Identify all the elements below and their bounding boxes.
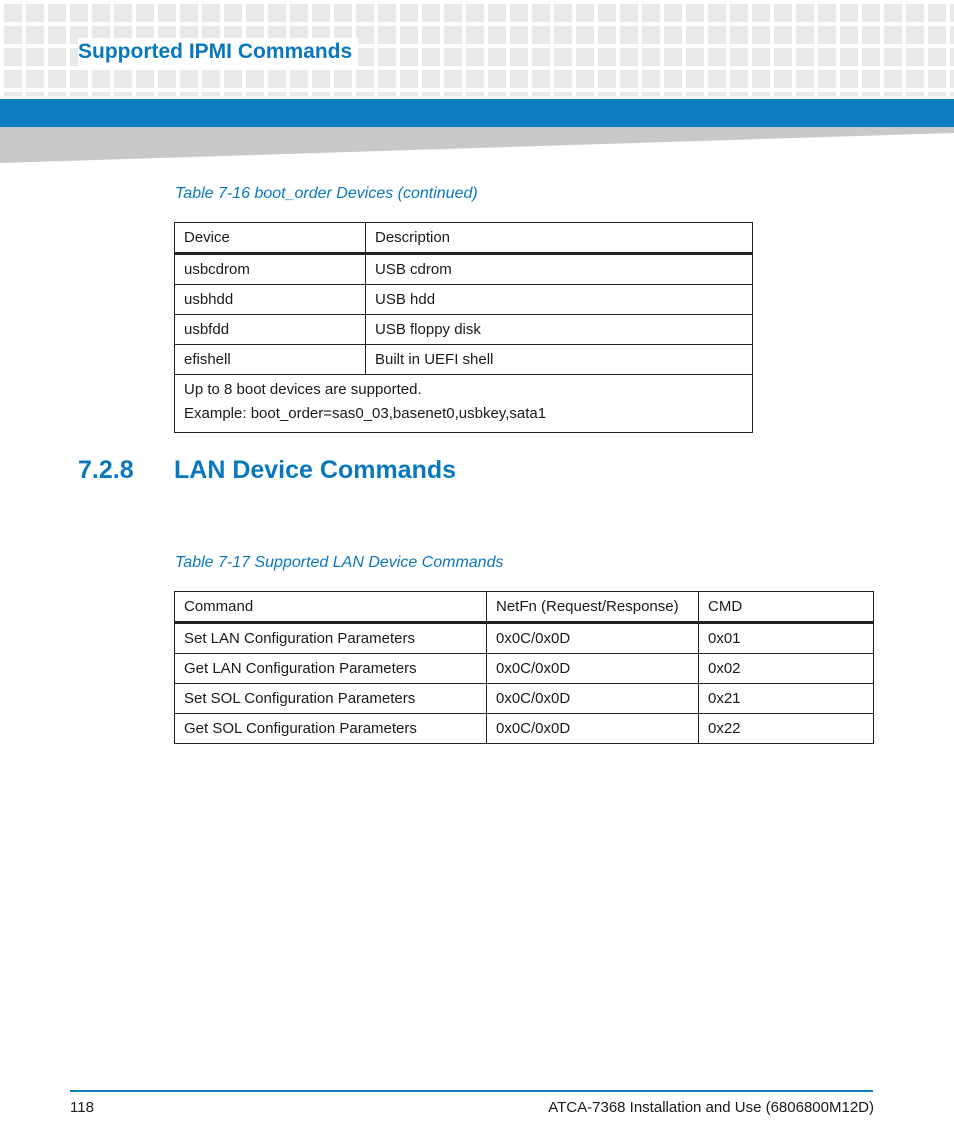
description-cell: USB floppy disk [366,315,753,345]
boot-order-table [174,222,753,433]
table-note-cell [175,375,753,433]
netfn-cell: 0x0C/0x0D [487,654,699,684]
section-number: 7.2.8 [78,456,134,484]
column-header-command: Command [175,592,487,623]
footer-rule [70,1090,873,1092]
command-cell: Get SOL Configuration Parameters [175,714,487,744]
table-caption-boot-order: Table 7-16 boot_order Devices (continued) [175,185,478,202]
footer-document-title: ATCA-7368 Installation and Use (6806800M12D) [548,1099,874,1116]
cmd-cell: 0x21 [699,684,874,714]
description-cell: USB cdrom [366,254,753,285]
column-header-netfn: NetFn (Request/Response) [487,592,699,623]
note-line-2: Example: boot_order=sas0_03,basenet0,usbkey,sata1 [184,405,547,422]
netfn-cell: 0x0C/0x0D [487,623,699,654]
command-cell: Set SOL Configuration Parameters [175,684,487,714]
table-row [175,714,874,744]
device-cell: usbcdrom [175,254,366,285]
table-header-row [175,592,874,623]
command-cell: Set LAN Configuration Parameters [175,623,487,654]
netfn-cell: 0x0C/0x0D [487,714,699,744]
table-row [175,684,874,714]
lan-commands-table [174,591,874,744]
command-cell: Get LAN Configuration Parameters [175,654,487,684]
table-row [175,315,753,345]
table-row [175,285,753,315]
netfn-cell: 0x0C/0x0D [487,684,699,714]
description-cell: Built in UEFI shell [366,345,753,375]
header-gray-wedge [0,127,954,163]
table-header-row [175,223,753,254]
column-header-device: Device [175,223,366,254]
column-header-cmd: CMD [699,592,874,623]
table-note-row [175,375,753,433]
table-row [175,623,874,654]
device-cell: usbfdd [175,315,366,345]
cmd-cell: 0x22 [699,714,874,744]
cmd-cell: 0x01 [699,623,874,654]
header-blue-band [0,99,954,127]
device-cell: efishell [175,345,366,375]
table-caption-lan-commands: Table 7-17 Supported LAN Device Commands [175,554,504,571]
device-cell: usbhdd [175,285,366,315]
table-row [175,254,753,285]
section-heading [78,456,456,485]
section-title: LAN Device Commands [174,456,457,484]
page-number: 118 [70,1099,94,1116]
description-cell: USB hdd [366,285,753,315]
table-row [175,654,874,684]
note-line-1: Up to 8 boot devices are supported. [184,381,422,398]
column-header-description: Description [366,223,753,254]
table-row [175,345,753,375]
cmd-cell: 0x02 [699,654,874,684]
running-header-title: Supported IPMI Commands [78,38,358,66]
